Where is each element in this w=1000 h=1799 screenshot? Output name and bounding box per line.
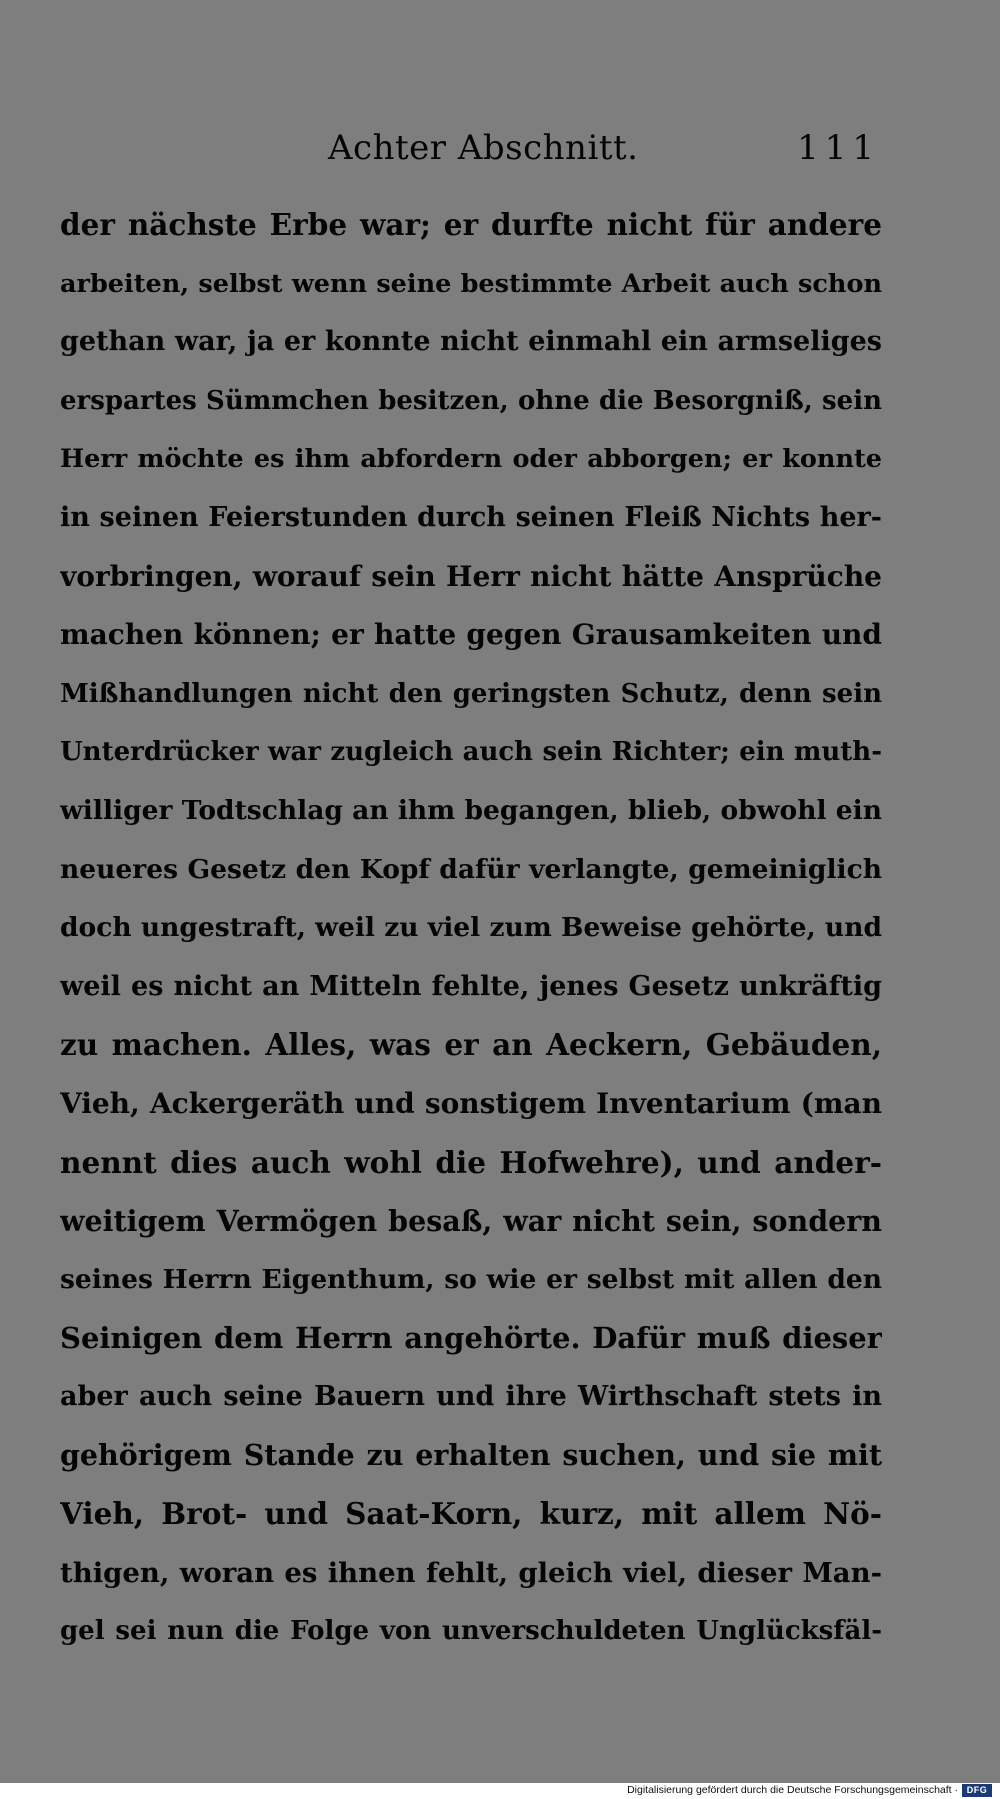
body-text: [60, 196, 882, 1661]
text-line: machen können; er hatte gegen Grausamkeiten und: [60, 618, 882, 652]
text-line: Mißhandlungen nicht den geringsten Schutz, denn sein: [60, 678, 882, 709]
text-line: gel sei nun die Folge von unverschuldeten Unglücksfäl-: [60, 1616, 882, 1647]
text-line: erspartes Sümmchen besitzen, ohne die Besorgniß, sein: [60, 385, 882, 416]
text-line: Vieh, Brot- und Saat-Korn, kurz, mit allem Nö-: [60, 1496, 882, 1532]
text-line: in seinen Feierstunden durch seinen Fleiß Nichts her-: [60, 501, 882, 533]
text-line: zu machen. Alles, was er an Aeckern, Gebäuden,: [60, 1027, 882, 1063]
text-line: neueres Gesetz den Kopf dafür verlangte, gemeiniglich: [60, 853, 882, 885]
text-line: weitigem Vermögen besaß, war nicht sein, sondern: [60, 1204, 882, 1239]
text-line: Seinigen dem Herrn angehörte. Dafür muß dieser: [60, 1321, 882, 1356]
digitization-credit: Digitalisierung gefördert durch die Deutsche Forschungsgemeinschaft ·: [627, 1784, 958, 1796]
text-line: nennt dies auch wohl die Hofwehre), und ander-: [60, 1144, 882, 1180]
text-line: arbeiten, selbst wenn seine bestimmte Arbeit auch schon: [60, 268, 882, 299]
text-line: Vieh, Ackergeräth und sonstigem Inventarium (man: [60, 1086, 882, 1120]
text-line: doch ungestraft, weil zu viel zum Beweise gehörte, und: [60, 912, 882, 944]
text-line: vorbringen, worauf sein Herr nicht hätte Ansprüche: [60, 559, 882, 593]
page-header: [60, 128, 880, 172]
text-line: weil es nicht an Mitteln fehlte, jenes Gesetz unkräftig: [60, 970, 882, 1002]
text-line: thigen, woran es ihnen fehlt, gleich viel, dieser Man-: [60, 1556, 882, 1589]
text-line: williger Todtschlag an ihm begangen, blieb, obwohl ein: [60, 794, 882, 826]
page-number: 111: [797, 128, 880, 168]
text-line: Herr möchte es ihm abfordern oder abborgen; er konnte: [60, 444, 882, 475]
running-head: Achter Abschnitt.: [328, 128, 639, 168]
text-line: aber auch seine Bauern und ihre Wirthschaft stets in: [60, 1380, 882, 1412]
text-line: seines Herrn Eigenthum, so wie er selbst mit allen den: [60, 1263, 882, 1295]
text-line: der nächste Erbe war; er durfte nicht für andere: [60, 207, 882, 242]
text-line: gehörigem Stande zu erhalten suchen, und sie mit: [60, 1438, 882, 1473]
dfg-logo: DFG: [962, 1784, 992, 1797]
text-line: gethan war, ja er konnte nicht einmahl ein armseliges: [60, 326, 882, 358]
text-line: Unterdrücker war zugleich auch sein Richter; ein muth-: [60, 737, 882, 768]
